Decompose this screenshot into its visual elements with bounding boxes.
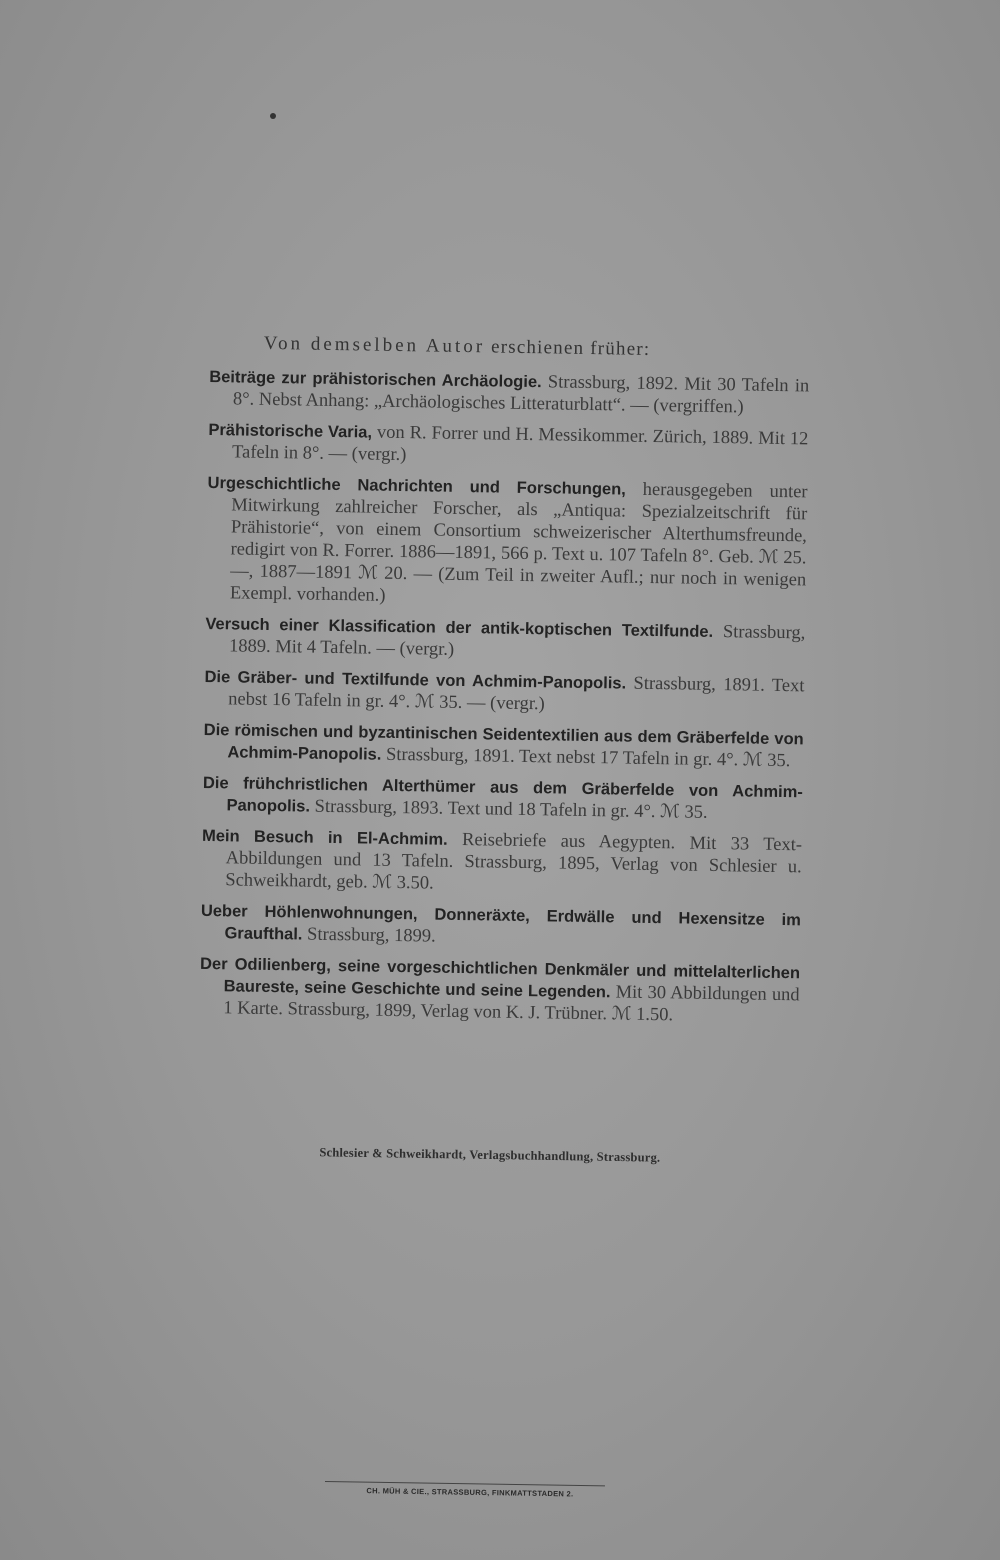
list-item [200, 900, 801, 953]
list-item [203, 719, 804, 772]
list-item [206, 472, 808, 613]
entry-title: Die Gräber- und Textilfunde von Achmim-Panopolis. [204, 667, 627, 693]
list-item [209, 366, 810, 419]
entry-details: Mit 30 Abbildungen und 1 Karte. Strassburg, 1899, Verlag von K. J. Trübner. ℳ 1.50. [223, 982, 800, 1026]
entry-title: Der Odilienberg, seine vorgeschichtlichen Denkmäler und mittelalterlichen Baureste, seine Geschichte und seine Legenden. [199, 954, 801, 1002]
entry-title: Die frühchristlichen Alterthümer aus dem Gräberfelde von Achmim-Panopolis. [202, 773, 803, 816]
entry-details: Strassburg, 1891. Text nebst 16 Tafeln in gr. 4°. ℳ 35. — (vergr.) [228, 673, 805, 715]
list-item [208, 419, 809, 472]
heading-spaced-text: Von demselben Autor [263, 332, 486, 358]
entry-details: Reisebriefe aus Aegypten. Mit 33 Text-Abbildungen und 13 Tafeln. Strassburg, 1895, Verlag von Schlesier u. Schweikhardt, geb. ℳ 3.50. [225, 829, 803, 894]
book-list [199, 332, 810, 1037]
list-item [204, 666, 805, 719]
entry-title: Ueber Höhlenwohnungen, Donneräxte, Erdwälle und Hexensitze im Graufthal. [200, 901, 801, 944]
list-item [201, 825, 802, 900]
entry-details: Strassburg, 1893. Text und 18 Tafeln in gr. 4°. ℳ 35. [309, 796, 708, 823]
entry-details: Strassburg, 1891. Text nebst 17 Tafeln in gr. 4°. ℳ 35. [381, 744, 791, 772]
entry-title: Prähistorische Varia, [208, 420, 373, 442]
entry-title: Urgeschichtliche Nachrichten und Forschungen, [207, 473, 626, 499]
entry-title: Mein Besuch in El-Achmim. [201, 826, 448, 849]
printer-imprint: CH. MÜH & CIE., STRASSBURG, FINKMATTSTADEN 2. [366, 1486, 574, 1499]
entry-details: von R. Forrer und H. Messikommer. Zürich, 1889. Mit 12 Tafeln in 8°. — (vergr.) [231, 422, 809, 466]
heading-rest-text: erschienen früher: [484, 336, 651, 360]
publisher-imprint: Schlesier & Schweikhardt, Verlagsbuchhandlung, Strassburg. [319, 1145, 661, 1165]
entry-details: herausgegeben unter Mitwirkung zahlreicher Forscher, als „Antiqua: Spezialzeitschrift für Prähistorie“, von einem Consortium schweizerischer Alterthumsfreunde, redigirt von R. Forrer. 1886—1891, 566 p. Text u. 107 Tafeln 8°. Geb. ℳ 25.—, 1887—1891 ℳ 20. — (Zum Teil in zweiter Aufl.; nur noch in wenigen Exempl. vorhanden.) [229, 479, 808, 606]
list-item [202, 772, 803, 825]
list-item [205, 613, 806, 666]
entry-details: Strassburg, 1892. Mit 30 Tafeln in 8°. Nebst Anhang: „Archäologisches Litteraturblatt“. — (vergriffen.) [232, 372, 810, 418]
entry-title: Versuch einer Klassification der antik-koptischen Textilfunde. [205, 614, 714, 641]
entry-details: Strassburg, 1899. [302, 924, 436, 947]
entry-title: Beiträge zur prähistorischen Archäologie. [209, 367, 542, 392]
entry-title: Die römischen und byzantinischen Seidentextilien aus dem Gräberfelde von Achmim-Panopolis. [203, 720, 804, 764]
list-heading [264, 333, 810, 364]
list-item [199, 953, 800, 1028]
ink-speck [270, 113, 276, 119]
entry-details: Strassburg, 1889. Mit 4 Tafeln. — (vergr.) [228, 621, 806, 660]
